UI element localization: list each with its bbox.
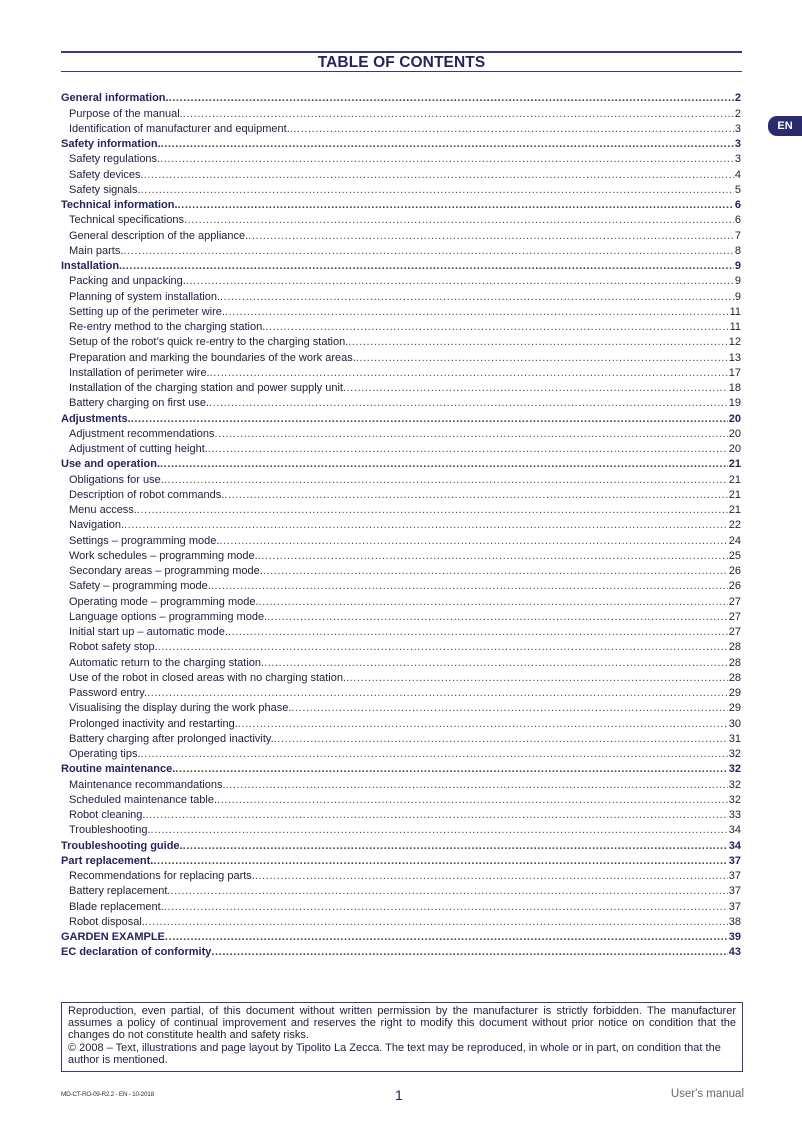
toc-entry-label: Adjustments. — [61, 412, 131, 425]
toc-entry-page: 9 — [734, 260, 741, 272]
toc-entry[interactable] — [61, 776, 741, 791]
dot-leader — [145, 916, 728, 929]
toc-entry-page: 26 — [728, 580, 741, 593]
dot-leader — [131, 413, 728, 426]
toc-entry-page: 3 — [734, 153, 741, 166]
toc-entry-label: Preparation and marking the boundaries of the work areas. — [69, 351, 356, 364]
dot-leader — [248, 230, 734, 243]
toc-entry-label: Safety information. — [61, 138, 161, 150]
toc-entry-label: Use of the robot in closed areas with no charging station. — [69, 671, 346, 684]
dot-leader — [160, 458, 728, 471]
toc-entry-label: Initial start up – automatic mode. — [69, 626, 228, 638]
dot-leader — [171, 885, 728, 898]
toc-entry[interactable] — [61, 670, 741, 685]
toc-entry-label: Technical specifications — [69, 214, 184, 227]
dot-leader — [220, 291, 734, 304]
dot-leader — [238, 718, 728, 731]
toc-entry[interactable] — [61, 227, 741, 242]
dot-leader — [259, 596, 728, 609]
page-title: TABLE OF CONTENTS — [317, 54, 486, 71]
toc-entry[interactable] — [61, 487, 741, 502]
toc-entry-page: 2 — [734, 107, 741, 120]
dot-leader — [267, 611, 728, 624]
toc-section[interactable] — [61, 456, 741, 471]
toc-entry[interactable] — [61, 380, 741, 395]
dot-leader — [346, 672, 728, 685]
toc-entry-label: Setting up of the perimeter wire. — [69, 305, 225, 318]
toc-entry[interactable] — [61, 563, 741, 578]
dot-leader — [160, 153, 734, 166]
dot-leader — [228, 626, 728, 639]
toc-entry[interactable] — [61, 105, 741, 120]
dot-leader — [165, 931, 728, 944]
toc-section[interactable] — [61, 197, 741, 212]
toc-entry-label: Part replacement. — [61, 854, 154, 867]
toc-entry-label: Robot safety stop. — [69, 641, 158, 654]
dot-leader — [158, 641, 728, 654]
toc-entry-label: Settings – programming mode. — [69, 534, 220, 547]
toc-entry[interactable] — [61, 807, 741, 822]
toc-entry-page: 20 — [728, 427, 741, 440]
toc-entry-label: Use and operation. — [61, 458, 161, 471]
toc-entry-page: 43 — [728, 946, 741, 959]
toc-entry[interactable] — [61, 868, 741, 883]
toc-entry[interactable] — [61, 166, 741, 181]
toc-entry[interactable] — [61, 151, 741, 166]
dot-leader — [226, 779, 728, 792]
toc-entry-page: 29 — [728, 702, 741, 715]
dot-leader — [208, 443, 728, 456]
toc-entry-page: 27 — [728, 626, 741, 638]
toc-entry-page: 24 — [728, 534, 741, 547]
toc-entry-label: Blade replacement. — [69, 900, 164, 913]
toc-entry[interactable] — [61, 365, 741, 380]
toc-entry-label: Automatic return to the charging station. — [69, 656, 265, 669]
toc-entry-label: Recommendations for replacing parts. — [69, 870, 255, 882]
dot-leader — [291, 702, 727, 715]
toc-entry-page: 11 — [729, 305, 741, 318]
toc-entry-label: Password entry. — [69, 687, 148, 699]
toc-entry-label: General information. — [61, 92, 169, 105]
toc-entry-label: Navigation. — [69, 519, 125, 532]
dot-leader — [348, 336, 728, 349]
toc-entry[interactable] — [61, 654, 741, 669]
toc-entry[interactable] — [61, 319, 741, 334]
table-of-contents — [61, 90, 741, 959]
toc-entry-page: 21 — [728, 488, 741, 501]
toc-entry[interactable] — [61, 441, 741, 456]
toc-entry-page: 5 — [734, 183, 741, 196]
toc-entry-page: 34 — [728, 839, 741, 852]
toc-section[interactable] — [61, 90, 741, 105]
toc-entry-label: Work schedules – programming mode. — [69, 549, 258, 562]
dot-leader — [215, 428, 728, 441]
dot-leader — [123, 245, 733, 258]
toc-entry-label: Battery charging after prolonged inactivity. — [69, 732, 274, 745]
toc-entry-page: 12 — [728, 336, 741, 349]
dot-leader — [164, 901, 728, 914]
dot-leader — [164, 474, 728, 487]
toc-entry-label: Safety devices. — [69, 168, 144, 181]
toc-entry[interactable] — [61, 273, 741, 288]
dot-leader — [225, 306, 729, 319]
title-underline — [61, 71, 742, 72]
toc-section[interactable] — [61, 258, 741, 273]
toc-entry[interactable] — [61, 593, 741, 608]
notice-paragraph: Reproduction, even partial, of this document without written permission by the manufacturer is strictly forbidden. The manufacturer assumes a policy of continual improvement and reserves the right to modify this document without prior notice on condition that the changes do not constitute health and safety risks. — [68, 1005, 736, 1042]
copyright-notice — [61, 1002, 743, 1072]
toc-entry-page: 3 — [734, 138, 741, 150]
toc-entry[interactable] — [61, 715, 741, 730]
dot-leader — [211, 946, 727, 959]
toc-entry[interactable] — [61, 212, 741, 227]
toc-entry-label: Installation. — [61, 260, 123, 272]
toc-entry-label: Visualising the display during the work phase. — [69, 702, 292, 715]
toc-section[interactable] — [61, 944, 741, 959]
dot-leader — [124, 519, 728, 532]
dot-leader — [183, 840, 728, 853]
toc-entry-page: 21 — [728, 458, 741, 471]
dot-leader — [151, 824, 728, 837]
dot-leader — [122, 260, 734, 273]
toc-entry-label: Troubleshooting guide. — [61, 839, 183, 852]
toc-entry[interactable] — [61, 883, 741, 898]
toc-entry-label: Battery charging on first use. — [69, 397, 210, 410]
toc-entry-page: 27 — [728, 610, 741, 623]
toc-entry-label: Description of robot commands. — [69, 488, 225, 501]
toc-entry-page: 26 — [728, 565, 741, 577]
dot-leader — [217, 794, 728, 807]
dot-leader — [211, 580, 728, 593]
toc-entry-page: 25 — [728, 549, 741, 562]
toc-entry-label: Adjustment recommendations — [69, 427, 215, 440]
toc-entry-page: 11 — [729, 321, 741, 333]
toc-entry[interactable] — [61, 121, 741, 136]
toc-entry[interactable] — [61, 914, 741, 929]
dot-leader — [274, 733, 728, 746]
dot-leader — [255, 870, 728, 883]
toc-entry-label: Planning of system installation. — [69, 290, 221, 303]
toc-entry-label: Packing and unpacking. — [69, 275, 186, 288]
toc-entry-label: Safety regulations. — [69, 153, 161, 166]
toc-entry-page: 37 — [728, 854, 741, 867]
dot-leader — [153, 855, 727, 868]
toc-entry-label: Robot disposal. — [69, 915, 145, 928]
dot-leader — [145, 809, 727, 822]
dot-leader — [169, 92, 734, 105]
toc-entry[interactable] — [61, 395, 741, 410]
toc-section[interactable] — [61, 761, 741, 776]
toc-entry[interactable] — [61, 349, 741, 364]
toc-entry-page: 21 — [728, 504, 741, 516]
toc-entry-page: 27 — [728, 595, 741, 608]
dot-leader — [264, 657, 728, 670]
dot-leader — [183, 108, 734, 121]
toc-section[interactable] — [61, 136, 741, 151]
toc-entry-page: 30 — [728, 717, 741, 730]
dot-leader — [144, 169, 734, 182]
toc-entry[interactable] — [61, 639, 741, 654]
toc-entry-page: 22 — [728, 519, 741, 532]
dot-leader — [224, 489, 727, 502]
toc-entry-label: Operating tips. — [69, 748, 141, 760]
dot-leader — [161, 138, 734, 151]
toc-entry-page: 4 — [734, 168, 741, 181]
dot-leader — [186, 275, 734, 288]
toc-entry-label: Prolonged inactivity and restarting. — [69, 717, 238, 730]
toc-entry-page: 20 — [728, 412, 741, 425]
page-number: 1 — [395, 1087, 403, 1103]
document-code: MD-CT-RO-09-R2.2 - EN - 10-2018 — [61, 1091, 154, 1098]
toc-entry-page: 38 — [728, 915, 741, 928]
dot-leader — [210, 367, 728, 380]
toc-entry[interactable] — [61, 700, 741, 715]
toc-entry[interactable] — [61, 182, 741, 197]
dot-leader — [141, 748, 728, 761]
toc-entry[interactable] — [61, 578, 741, 593]
dot-leader — [147, 687, 728, 700]
toc-entry[interactable] — [61, 288, 741, 303]
toc-section[interactable] — [61, 837, 741, 852]
toc-entry-label: Identification of manufacturer and equipment. — [69, 122, 290, 135]
toc-entry[interactable] — [61, 304, 741, 319]
toc-entry[interactable] — [61, 746, 741, 761]
dot-leader — [343, 382, 728, 395]
toc-entry[interactable] — [61, 685, 741, 700]
toc-entry-page: 39 — [728, 931, 741, 943]
toc-entry-page: 8 — [734, 244, 741, 257]
toc-entry[interactable] — [61, 792, 741, 807]
toc-entry-page: 19 — [728, 397, 741, 410]
toc-entry-page: 32 — [728, 793, 741, 806]
toc-entry-page: 32 — [728, 763, 741, 776]
toc-entry-label: Re-entry method to the charging station. — [69, 321, 266, 333]
toc-entry-label: Battery replacement. — [69, 885, 171, 898]
top-rule — [61, 51, 742, 53]
toc-entry-label: Purpose of the manual. — [69, 107, 183, 120]
dot-leader — [178, 199, 734, 212]
toc-entry-label: General description of the appliance. — [69, 229, 249, 242]
toc-entry-label: Robot cleaning. — [69, 809, 146, 821]
toc-entry[interactable] — [61, 898, 741, 913]
toc-entry-label: Operating mode – programming mode. — [69, 595, 259, 608]
toc-entry[interactable] — [61, 624, 741, 639]
toc-entry-label: Technical information. — [61, 199, 178, 211]
toc-entry-label: Menu access. — [69, 504, 137, 516]
toc-entry-label: Scheduled maintenance table. — [69, 793, 217, 806]
toc-entry[interactable] — [61, 471, 741, 486]
toc-entry-page: 31 — [728, 732, 741, 745]
toc-entry-page: 34 — [728, 824, 741, 837]
toc-entry-label: Maintenance recommandations. — [69, 778, 226, 791]
toc-entry-label: Safety – programming mode. — [69, 580, 211, 593]
toc-entry-label: Setup of the robot’s quick re-entry to the charging station. — [69, 336, 349, 349]
toc-entry[interactable] — [61, 532, 741, 547]
dot-leader — [265, 321, 728, 334]
toc-entry[interactable] — [61, 731, 741, 746]
toc-entry[interactable] — [61, 502, 741, 517]
toc-entry-page: 28 — [728, 656, 741, 669]
toc-entry-page: 9 — [734, 275, 741, 288]
toc-entry-page: 37 — [728, 870, 741, 882]
toc-entry[interactable] — [61, 517, 741, 532]
toc-entry-page: 3 — [734, 122, 741, 135]
toc-entry-page: 33 — [728, 809, 741, 821]
dot-leader — [184, 214, 734, 227]
toc-entry-label: Troubleshooting. — [69, 824, 151, 837]
dot-leader — [263, 565, 728, 578]
toc-entry[interactable] — [61, 243, 741, 258]
dot-leader — [137, 504, 728, 517]
toc-entry-page: 37 — [728, 885, 741, 898]
toc-entry-page: 37 — [728, 900, 741, 913]
language-tab-en: EN — [768, 116, 802, 136]
toc-entry-page: 28 — [728, 671, 741, 684]
dot-leader — [290, 123, 734, 136]
dot-leader — [219, 535, 727, 548]
toc-entry-label: GARDEN EXAMPLE — [61, 931, 165, 943]
toc-entry-label: Installation of the charging station and power supply unit — [69, 382, 343, 394]
toc-entry[interactable] — [61, 822, 741, 837]
toc-entry-label: Obligations for use. — [69, 473, 164, 486]
toc-entry-page: 21 — [728, 473, 741, 486]
toc-entry-page: 17 — [728, 366, 741, 379]
toc-entry-page: 29 — [728, 687, 741, 699]
toc-entry[interactable] — [61, 609, 741, 624]
toc-entry[interactable] — [61, 426, 741, 441]
dot-leader — [258, 550, 728, 563]
toc-entry[interactable] — [61, 548, 741, 563]
copyright-paragraph: © 2008 – Text, illustrations and page layout by Tipolito La Zecca. The text may be reproduced, in whole or in part, on condition that the author is mentioned. — [68, 1041, 721, 1066]
toc-entry-label: Secondary areas – programming mode. — [69, 565, 263, 577]
toc-entry-page: 6 — [734, 199, 741, 211]
dot-leader — [141, 184, 734, 197]
toc-section[interactable] — [61, 853, 741, 868]
toc-entry-page: 6 — [734, 214, 741, 227]
manual-label: User's manual — [670, 1088, 744, 1100]
toc-entry-page: 13 — [728, 351, 741, 364]
dot-leader — [175, 763, 727, 776]
toc-entry[interactable] — [61, 334, 741, 349]
toc-entry-page: 20 — [728, 443, 741, 455]
toc-entry-page: 18 — [728, 382, 741, 394]
toc-entry-label: Language options – programming mode. — [69, 610, 268, 623]
toc-entry-page: 32 — [728, 778, 741, 791]
toc-entry-page: 2 — [734, 92, 741, 105]
toc-entry-label: Installation of perimeter wire. — [69, 366, 210, 379]
toc-entry-page: 9 — [734, 290, 741, 303]
toc-section[interactable] — [61, 929, 741, 944]
toc-entry-label: Safety signals. — [69, 183, 141, 196]
toc-entry-label: Main parts. — [69, 244, 124, 257]
toc-entry-page: 7 — [734, 229, 741, 242]
toc-entry-page: 28 — [728, 641, 741, 654]
toc-entry-label: EC declaration of conformity — [61, 946, 212, 959]
toc-entry-label: Adjustment of cutting height. — [69, 443, 208, 455]
toc-entry-label: Routine maintenance. — [61, 763, 176, 776]
dot-leader — [209, 397, 728, 410]
dot-leader — [356, 352, 728, 365]
toc-section[interactable] — [61, 410, 741, 425]
toc-entry-page: 32 — [728, 748, 741, 760]
